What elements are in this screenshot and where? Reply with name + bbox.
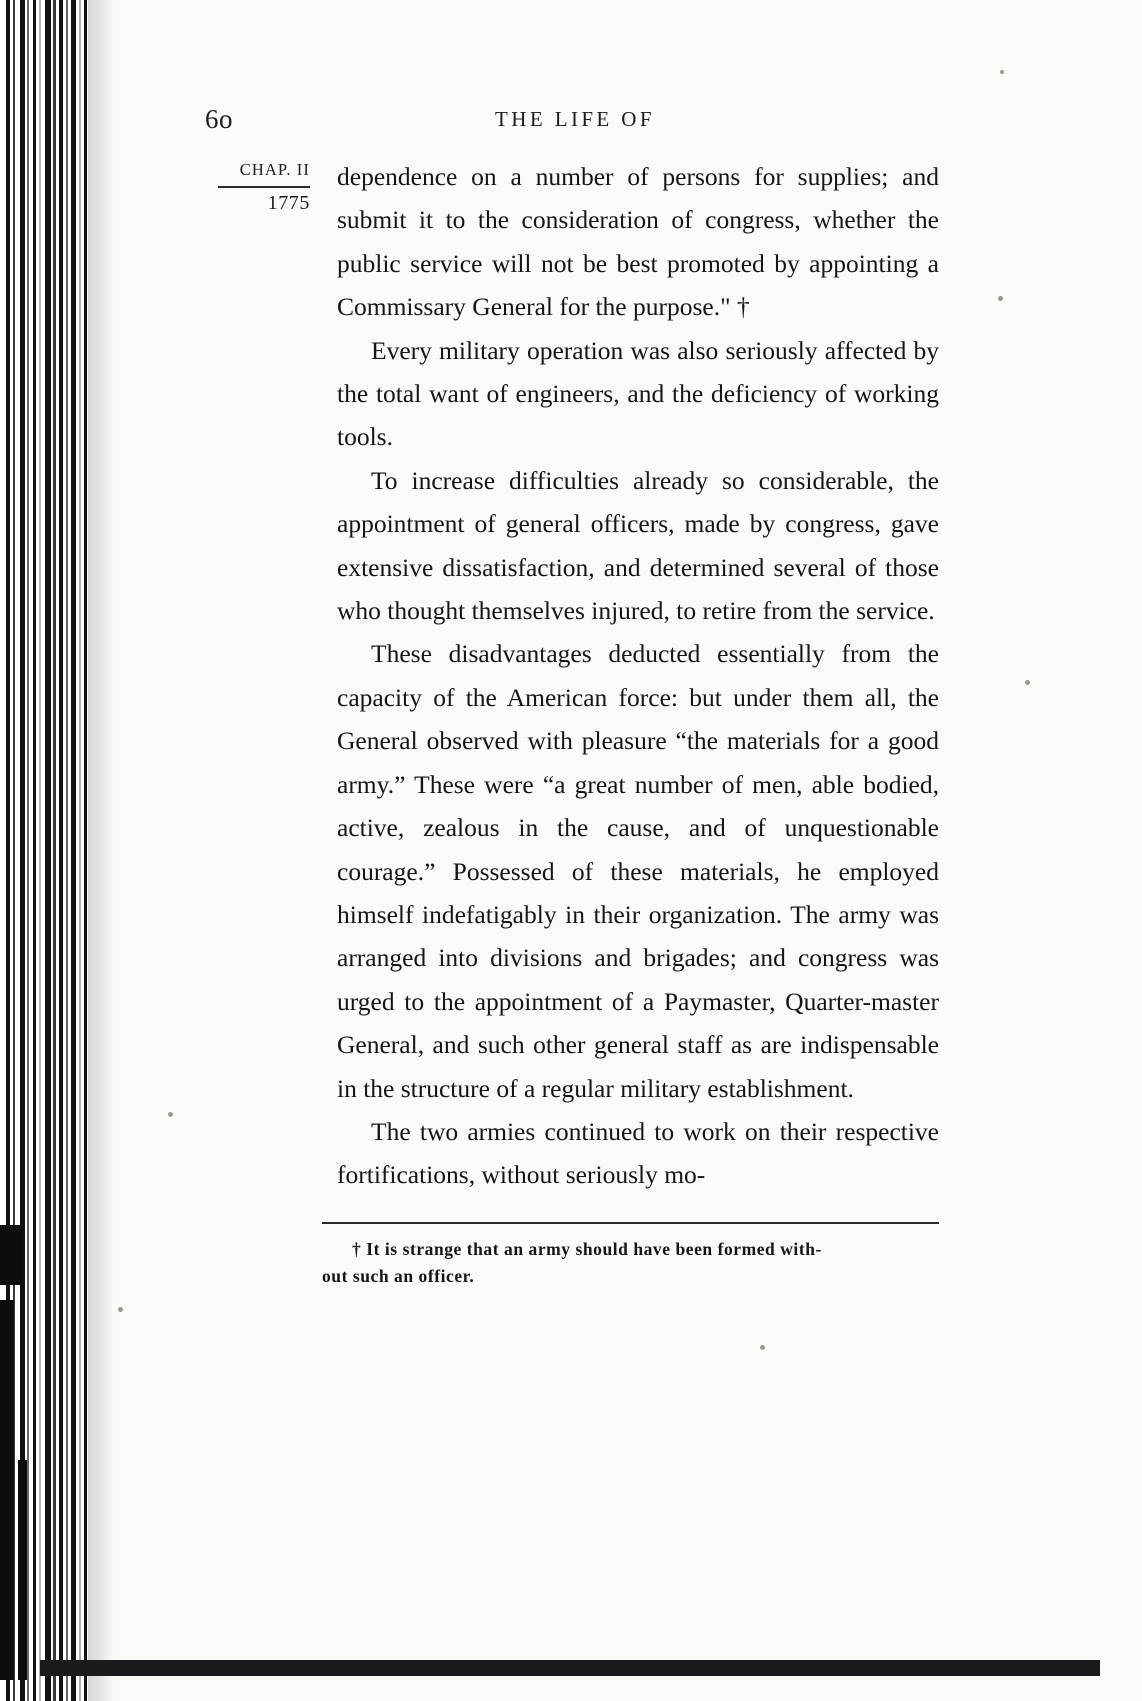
paragraph: The two armies continued to work on their respective fortifications, without seriously mo- <box>337 1116 939 1190</box>
paragraph: To increase difficulties already so considerable, the appointment of general officers, made by congress, gave extensive dissatisfaction, and determined several of those who thought themselves injured, to retire from the service. <box>337 465 939 626</box>
scan-speckle <box>1025 680 1030 685</box>
body-text <box>337 155 939 1197</box>
margin-note <box>200 160 310 215</box>
page-number: 6o <box>205 104 233 134</box>
running-head <box>205 104 945 138</box>
running-head-title: THE LIFE OF <box>495 107 655 131</box>
footnote-divider <box>322 1222 939 1224</box>
paragraph: dependence on a number of persons for supplies; and submit it to the consideration of congress, whether the public service will not be best promoted by appointing a Commissary General for the purpose." † <box>337 162 939 322</box>
scan-speckle <box>118 1307 123 1312</box>
scan-speckle <box>760 1345 765 1350</box>
scan-speckle <box>1000 70 1004 74</box>
chapter-label: CHAP. II <box>239 160 310 179</box>
footnote-line-2: out such an officer. <box>322 1266 475 1286</box>
margin-divider <box>218 186 310 188</box>
scan-speckle <box>168 1112 173 1117</box>
footnote-line-1: † It is strange that an army should have been formed with- <box>352 1239 822 1259</box>
paragraph: These disadvantages deducted essentially from the capacity of the American force: but under them all, the General observed with pleasure “the materials for a good army.” These were “a great number of men, able bodied, active, zealous in the cause, and of unquestionable courage.” Possessed of these materials, he employed himself indefatigably in their organization. The army was arranged into divisions and brigades; and congress was urged to the appointment of a Paymaster, Quarter-master General, and such other general staff as are indispensable in the structure of a regular military establishment. <box>337 639 939 1103</box>
footnote <box>322 1236 941 1290</box>
scan-speckle <box>998 296 1003 301</box>
paragraph: Every military operation was also seriously affected by the total want of engineers, and the deficiency of working tools. <box>337 335 939 452</box>
year-label: 1775 <box>267 192 310 214</box>
